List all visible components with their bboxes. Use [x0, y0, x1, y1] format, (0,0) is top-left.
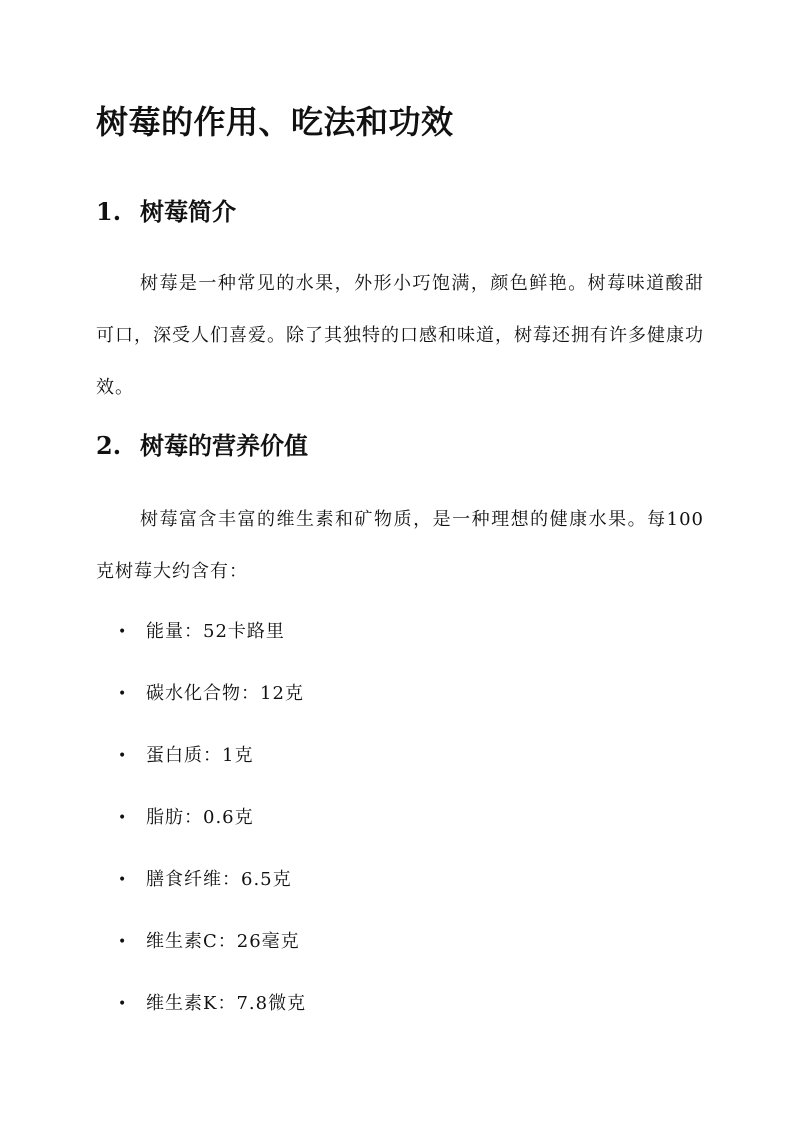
- bullet-icon: •: [118, 748, 128, 764]
- section-number: 2.: [96, 431, 122, 460]
- intro-paragraph: 树莓是一种常见的水果，外形小巧饱满，颜色鲜艳。树莓味道酸甜可口，深受人们喜爱。除了其独特的口感和味道，树莓还拥有许多健康功效。: [96, 273, 704, 398]
- list-item: [96, 668, 306, 730]
- list-item: [96, 978, 306, 1040]
- nutrition-list: [96, 606, 306, 1040]
- section-number: 1.: [96, 197, 122, 226]
- bullet-icon: •: [118, 872, 128, 888]
- list-item-text: 维生素C：26毫克: [146, 931, 300, 952]
- list-item: [96, 792, 306, 854]
- section-heading-intro: [96, 194, 236, 230]
- list-item-text: 膳食纤维：6.5克: [146, 869, 292, 890]
- bullet-icon: •: [118, 934, 128, 950]
- page-title: 树莓的作用、吃法和功效: [96, 103, 454, 141]
- list-item-text: 蛋白质：1克: [146, 745, 254, 766]
- nutrition-paragraph: 树莓富含丰富的维生素和矿物质，是一种理想的健康水果。每100克树莓大约含有：: [96, 509, 704, 582]
- list-item: [96, 916, 306, 978]
- section-heading-nutrition: [96, 428, 308, 464]
- list-item: [96, 854, 306, 916]
- bullet-icon: •: [118, 686, 128, 702]
- list-item-text: 能量：52卡路里: [146, 621, 285, 642]
- list-item: [96, 730, 306, 792]
- list-item-text: 维生素K：7.8微克: [146, 993, 307, 1014]
- section-title: 树莓的营养价值: [140, 431, 308, 460]
- list-item-text: 碳水化合物：12克: [146, 683, 304, 704]
- bullet-icon: •: [118, 810, 128, 826]
- bullet-icon: •: [118, 624, 128, 640]
- section-title: 树莓简介: [140, 197, 236, 226]
- list-item-text: 脂肪：0.6克: [146, 807, 254, 828]
- list-item: [96, 606, 306, 668]
- bullet-icon: •: [118, 996, 128, 1012]
